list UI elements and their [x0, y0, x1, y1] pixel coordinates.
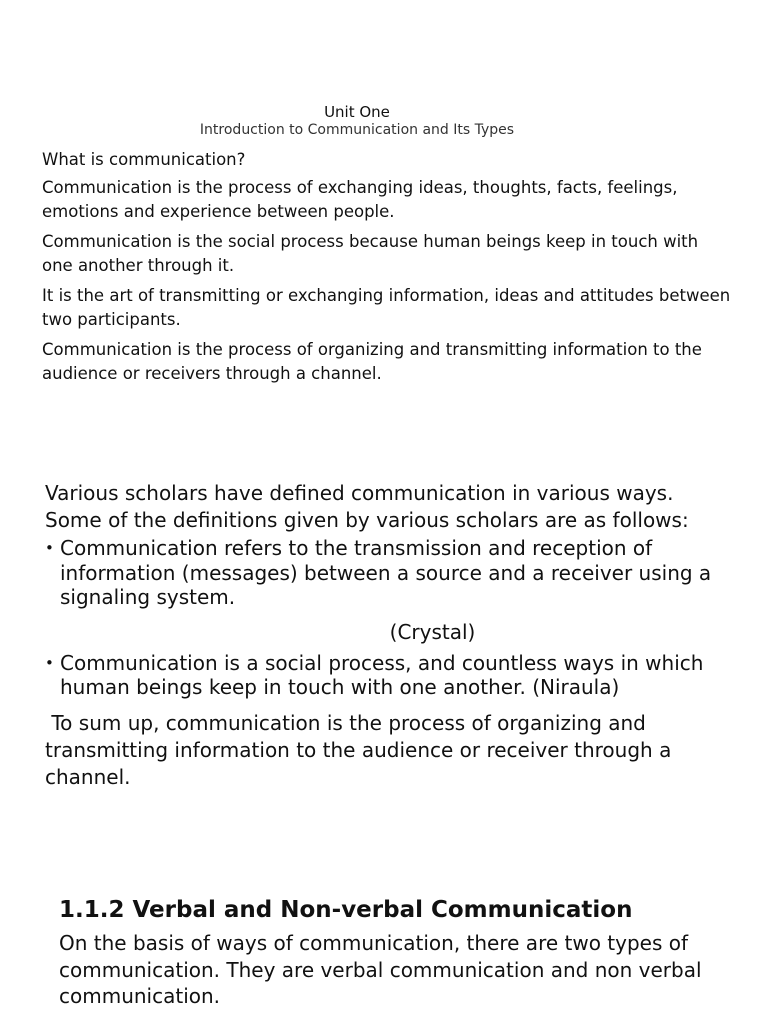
summary-paragraph: To sum up, communication is the process of organizing and transmitting information to the audience or receiver through a channel.: [45, 710, 678, 789]
bullet-icon: •: [45, 539, 54, 557]
unit-subtitle: Introduction to Communication and Its Types: [199, 122, 515, 138]
unit-title: Unit One: [324, 103, 390, 121]
list-item-text: Communication is a social process, and countless ways in which human beings keep in touch with one another. (Niraula): [60, 650, 704, 699]
definition-paragraph-1: Communication is the process of exchanging ideas, thoughts, facts, feelings, emotions and experience between people.: [42, 178, 678, 221]
list-item-text: Communication refers to the transmission and reception of information (messages) between a source and a receiver using a signaling system.: [60, 536, 712, 609]
definition-list: [45, 536, 725, 610]
attribution-text: (Crystal): [389, 619, 476, 644]
list-item: [45, 651, 725, 700]
definition-slide: [42, 148, 732, 392]
list-item: [45, 536, 725, 610]
definition-list-2: [45, 651, 725, 700]
scholars-slide: [45, 480, 725, 791]
types-slide: [59, 892, 739, 1010]
section-body: On the basis of ways of communication, there are two types of communication. They are verbal communication and non verbal communication.: [59, 931, 702, 1008]
question-text: What is communication?: [42, 150, 246, 169]
bullet-icon: •: [45, 653, 54, 672]
definition-paragraph-4: Communication is the process of organizing and transmitting information to the audience or receivers through a channel.: [42, 340, 702, 383]
definition-paragraph-2: Communication is the social process because human beings keep in touch with one another through it.: [42, 232, 699, 275]
scholars-intro: Various scholars have defined communication in various ways. Some of the definitions given by various scholars are as follows:: [45, 481, 689, 532]
definition-paragraph-3: It is the art of transmitting or exchanging information, ideas and attitudes between two participants.: [42, 286, 731, 329]
section-heading: 1.1.2 Verbal and Non-verbal Communication: [59, 897, 633, 923]
